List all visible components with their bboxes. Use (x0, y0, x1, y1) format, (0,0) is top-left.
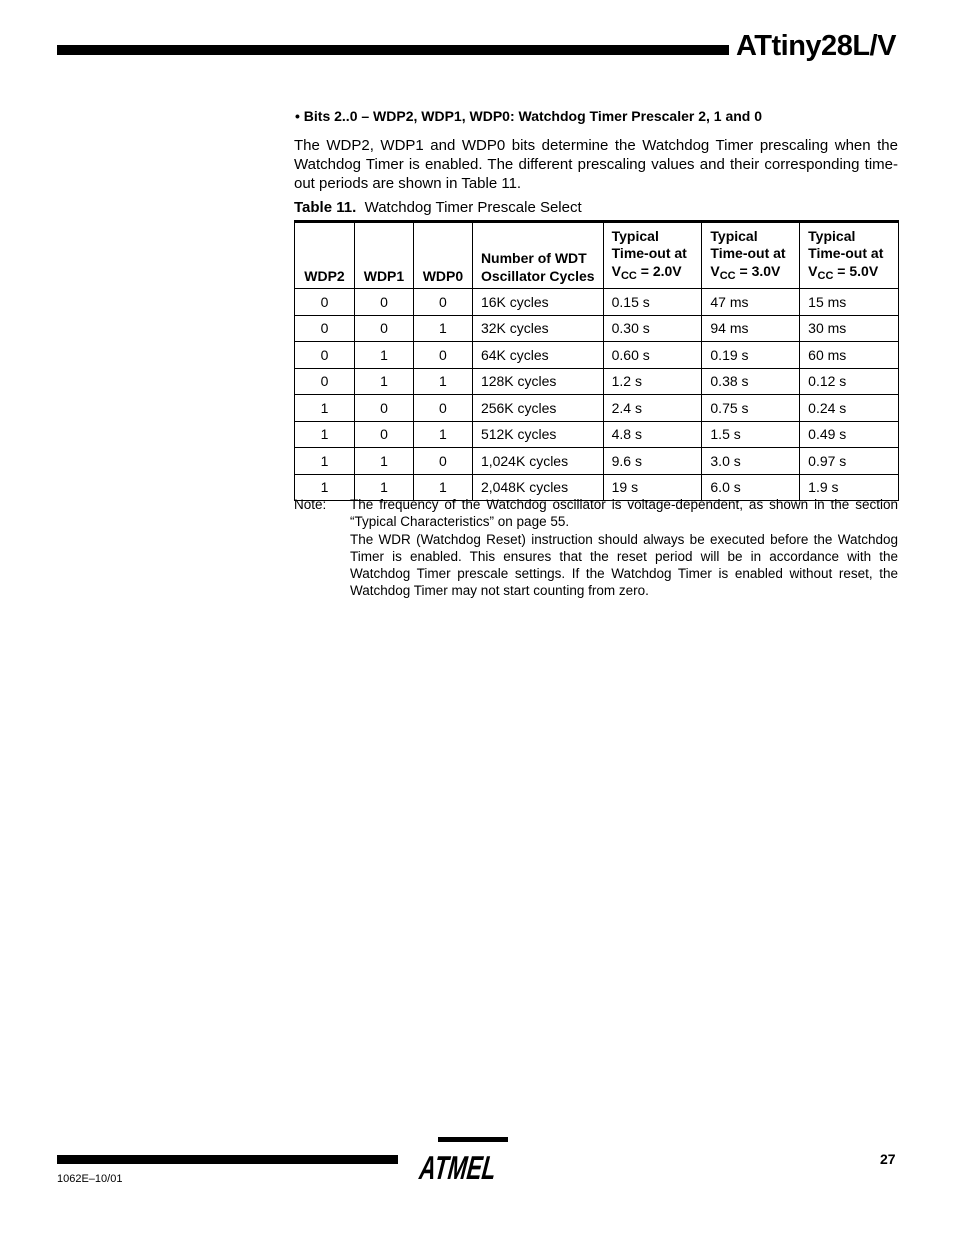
cell-wdp2: 1 (295, 421, 355, 448)
cell-wdp0: 1 (413, 474, 472, 501)
intro-paragraph: The WDP2, WDP1 and WDP0 bits determine the Watchdog Timer prescaling when the Watchdog Timer is enabled. The different prescaling values and their corresponding time-out periods are shown in Table 11. (294, 137, 898, 192)
cell-cycles: 16K cycles (472, 289, 603, 316)
cell-wdp2: 1 (295, 395, 355, 422)
table-row (295, 421, 899, 448)
page-number: 27 (880, 1151, 896, 1167)
cell-wdp1: 1 (354, 368, 413, 395)
cell-wdp2: 1 (295, 474, 355, 501)
atmel-logo (410, 1137, 536, 1187)
note-label: Note: (294, 497, 327, 512)
cell-timeout-3v: 0.38 s (702, 368, 800, 395)
cell-timeout-2v: 0.30 s (603, 315, 702, 342)
cell-cycles: 32K cycles (472, 315, 603, 342)
cell-wdp1: 1 (354, 342, 413, 369)
cell-wdp0: 0 (413, 448, 472, 475)
note-line-1: The frequency of the Watchdog oscillator is voltage-dependent, as shown in the section “Typical Characteristics” on page 55. (350, 497, 898, 530)
table-row (295, 395, 899, 422)
cell-wdp0: 0 (413, 289, 472, 316)
cell-wdp1: 0 (354, 289, 413, 316)
cell-timeout-2v: 0.60 s (603, 342, 702, 369)
cell-cycles: 1,024K cycles (472, 448, 603, 475)
cell-wdp1: 0 (354, 421, 413, 448)
table-row (295, 289, 899, 316)
table-caption-text: Watchdog Timer Prescale Select (364, 199, 582, 216)
cell-wdp1: 0 (354, 315, 413, 342)
header-timeout-5v: Typical Time-out at $V_{CC} = 5.0V$ (800, 222, 899, 289)
cell-timeout-2v: 9.6 s (603, 448, 702, 475)
header-rule (57, 45, 729, 55)
cell-timeout-3v: 1.5 s (702, 421, 800, 448)
cell-wdp2: 0 (295, 342, 355, 369)
cell-timeout-3v: 6.0 s (702, 474, 800, 501)
footer-rule (57, 1155, 398, 1164)
cell-wdp2: 0 (295, 315, 355, 342)
cell-timeout-5v: 0.12 s (800, 368, 899, 395)
cell-cycles: 64K cycles (472, 342, 603, 369)
section-heading: • Bits 2..0 – WDP2, WDP1, WDP0: Watchdog Timer Prescaler 2, 1 and 0 (295, 108, 763, 124)
cell-wdp0: 1 (413, 421, 472, 448)
cell-wdp1: 0 (354, 395, 413, 422)
cell-timeout-3v: 94 ms (702, 315, 800, 342)
table-caption (294, 199, 582, 216)
cell-cycles: 256K cycles (472, 395, 603, 422)
cell-timeout-2v: 19 s (603, 474, 702, 501)
cell-wdp0: 1 (413, 368, 472, 395)
cell-timeout-3v: 0.75 s (702, 395, 800, 422)
cell-timeout-5v: 60 ms (800, 342, 899, 369)
header-wdp2: WDP2 (295, 222, 355, 289)
cell-cycles: 512K cycles (472, 421, 603, 448)
header-timeout-3v: Typical Time-out at $V_{CC} = 3.0V$ (702, 222, 800, 289)
cell-wdp2: 1 (295, 448, 355, 475)
header-timeout-2v: Typical Time-out at $V_{CC} = 2.0V$ (603, 222, 702, 289)
cell-timeout-5v: 0.24 s (800, 395, 899, 422)
table-caption-label: Table 11. (294, 199, 357, 216)
cell-wdp0: 0 (413, 342, 472, 369)
cell-wdp2: 0 (295, 289, 355, 316)
cell-wdp1: 1 (354, 448, 413, 475)
header-oscillator-cycles: Number of WDT Oscillator Cycles (472, 222, 603, 289)
cell-timeout-5v: 0.97 s (800, 448, 899, 475)
cell-cycles: 128K cycles (472, 368, 603, 395)
cell-timeout-5v: 0.49 s (800, 421, 899, 448)
cell-wdp0: 0 (413, 395, 472, 422)
cell-timeout-2v: 0.15 s (603, 289, 702, 316)
cell-wdp1: 1 (354, 474, 413, 501)
cell-timeout-3v: 0.19 s (702, 342, 800, 369)
cell-cycles: 2,048K cycles (472, 474, 603, 501)
cell-timeout-5v: 1.9 s (800, 474, 899, 501)
cell-timeout-5v: 15 ms (800, 289, 899, 316)
cell-timeout-2v: 4.8 s (603, 421, 702, 448)
table-row (295, 448, 899, 475)
cell-wdp0: 1 (413, 315, 472, 342)
cell-timeout-2v: 2.4 s (603, 395, 702, 422)
header-wdp0: WDP0 (413, 222, 472, 289)
cell-timeout-3v: 3.0 s (702, 448, 800, 475)
header-wdp1: WDP1 (354, 222, 413, 289)
logo-wordmark: ATMEL (415, 1150, 536, 1187)
note-line-2: The WDR (Watchdog Reset) instruction should always be executed before the Watchdog Timer is enabled. This ensures that the reset period will be in accordance with the Watchdog Timer prescale settings. If the Watchdog Timer is enabled without reset, the Watchdog Timer may not start counting from zero. (350, 531, 898, 599)
cell-timeout-3v: 47 ms (702, 289, 800, 316)
table-row (295, 342, 899, 369)
table-row (295, 368, 899, 395)
cell-timeout-5v: 30 ms (800, 315, 899, 342)
document-title: ATtiny28L/V (736, 30, 896, 62)
table-row (295, 315, 899, 342)
table-header-row (295, 222, 899, 289)
note-body (350, 496, 898, 600)
cell-wdp2: 0 (295, 368, 355, 395)
document-code: 1062E–10/01 (57, 1173, 123, 1185)
prescale-table (294, 220, 899, 501)
cell-timeout-2v: 1.2 s (603, 368, 702, 395)
